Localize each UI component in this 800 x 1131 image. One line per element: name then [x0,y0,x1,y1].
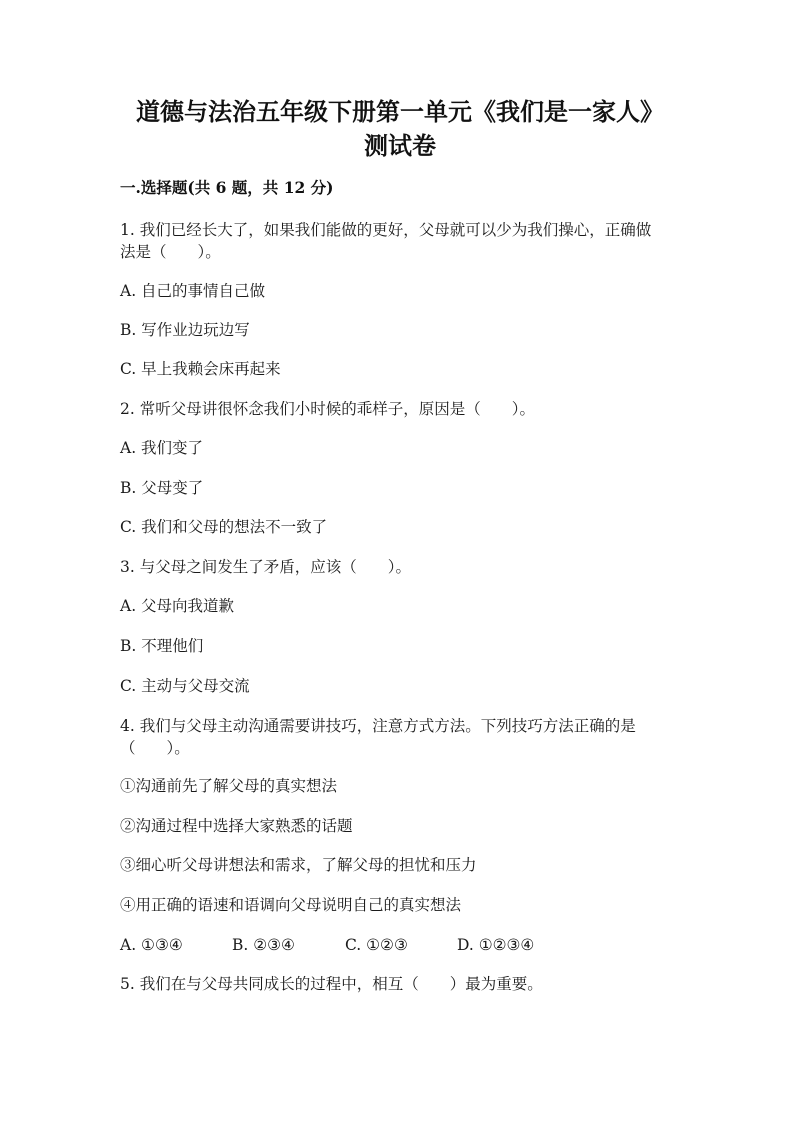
section-heading: 一.选择题(共 6 题，共 12 分) [120,178,334,197]
question-4-option-b: B. ②③④ [232,936,295,954]
question-4-stem-line-2: （ ）。 [120,739,190,757]
question-4-option-d: D. ①②③④ [457,936,535,954]
question-4-statement-2: ②沟通过程中选择大家熟悉的话题 [120,817,353,835]
question-4-statement-1: ①沟通前先了解父母的真实想法 [120,777,338,795]
question-1-option-b: B. 写作业边玩边写 [120,321,250,339]
question-4-statement-4: ④用正确的语速和语调向父母说明自己的真实想法 [120,896,462,914]
question-2-option-c: C. 我们和父母的想法不一致了 [120,518,328,536]
question-2-stem: 2. 常听父母讲很怀念我们小时候的乖样子，原因是（ ）。 [120,400,535,418]
question-3-option-c: C. 主动与父母交流 [120,677,250,695]
question-4-statement-3: ③细心听父母讲想法和需求，了解父母的担忧和压力 [120,856,477,874]
question-1-stem-line-1: 1. 我们已经长大了，如果我们能做的更好，父母就可以少为我们操心，正确做 [120,221,652,239]
question-4-option-a: A. ①③④ [120,936,183,954]
question-2-option-b: B. 父母变了 [120,479,204,497]
question-1-option-a: A. 自己的事情自己做 [120,282,266,300]
question-5-stem: 5. 我们在与父母共同成长的过程中，相互（ ）最为重要。 [120,975,543,993]
question-4-option-c: C. ①②③ [345,936,408,954]
page-title: 道德与法治五年级下册第一单元《我们是一家人》 [136,97,664,126]
question-1-stem-line-2: 法是（ ）。 [120,243,221,261]
question-1-option-c: C. 早上我赖会床再起来 [120,360,281,378]
page-subtitle: 测试卷 [364,131,436,160]
question-3-stem: 3. 与父母之间发生了矛盾，应该（ ）。 [120,558,411,576]
question-2-option-a: A. 我们变了 [120,439,204,457]
question-4-stem-line-1: 4. 我们与父母主动沟通需要讲技巧，注意方式方法。下列技巧方法正确的是 [120,717,636,735]
question-3-option-b: B. 不理他们 [120,637,204,655]
question-3-option-a: A. 父母向我道歉 [120,597,235,615]
